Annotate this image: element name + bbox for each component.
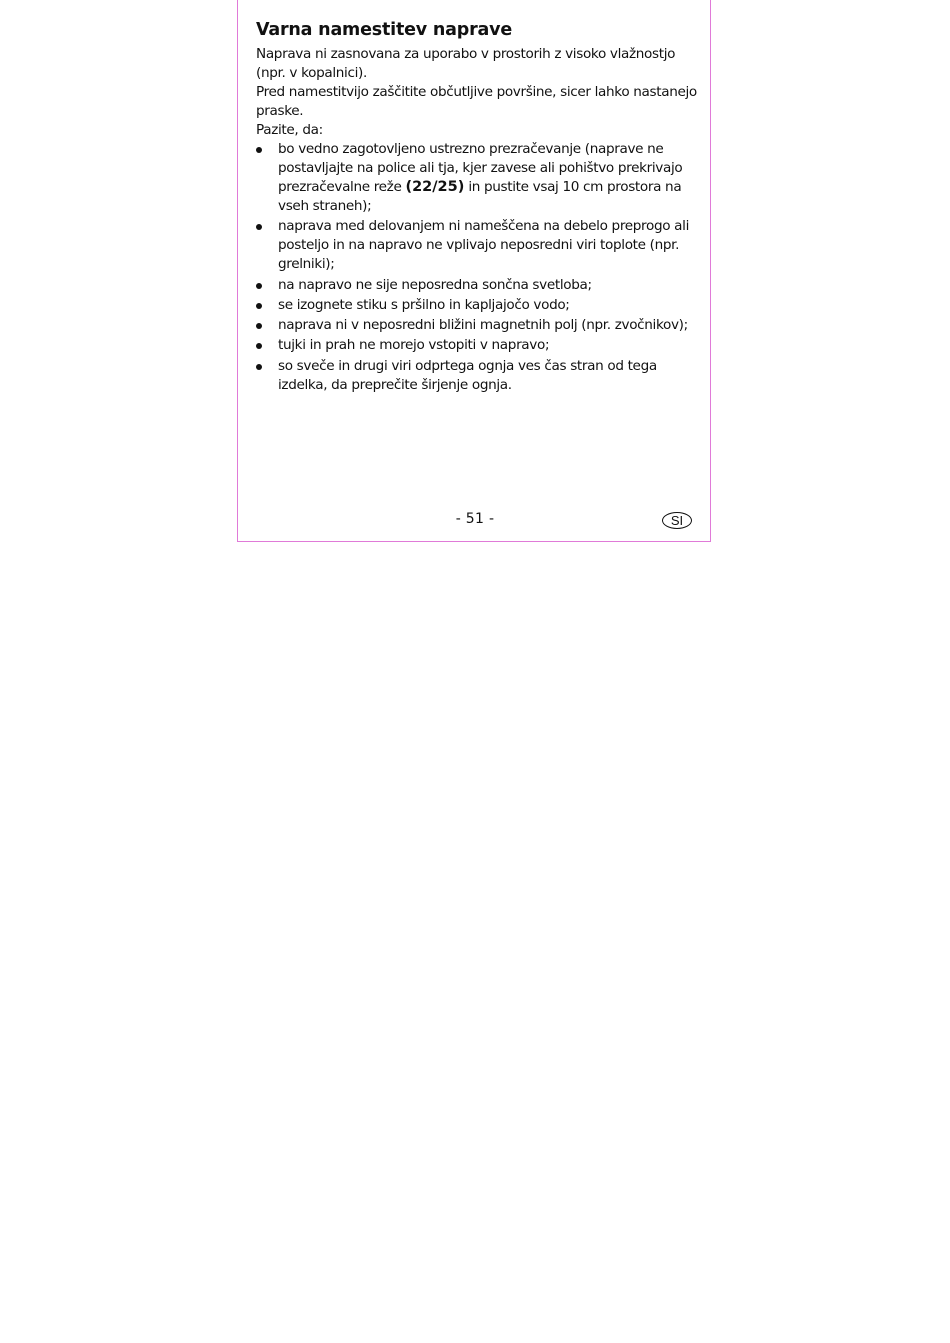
bullet-icon — [256, 224, 262, 230]
paragraph-surfaces: Pred namestitvijo zaščitite občutljive površine, sicer lahko nastanejo praske. — [256, 84, 697, 119]
paragraph-intro: Pazite, da: — [256, 122, 323, 138]
vent-reference: (22/25) — [405, 179, 465, 195]
bullet-list — [256, 140, 701, 395]
list-item — [256, 217, 701, 274]
bullet-text: tujki in prah ne morejo vstopiti v napravo; — [278, 337, 550, 354]
language-badge: SI — [662, 512, 692, 529]
paragraph-humidity: Naprava ni zasnovana za uporabo v prostorih z visoko vlažnostjo (npr. v kopalnici). — [256, 46, 676, 81]
bullet-text: naprava ni v neposredni bližini magnetnih polj (npr. zvočnikov); — [278, 317, 688, 334]
bullet-icon — [256, 323, 262, 329]
bullet-text-end: in pustite vsaj 10 cm prostora na vseh straneh); — [278, 179, 682, 214]
section-heading: Varna namestitev naprave — [256, 20, 512, 40]
bullet-icon — [256, 303, 262, 309]
list-item — [256, 296, 701, 315]
bullet-text-start: bo vedno zagotovljeno ustrezno prezračevanje (naprave ne postavljajte na police ali tja, kjer zavese ali pohištvo prekrivajo prezračevalne reže — [278, 141, 683, 195]
bullet-icon — [256, 147, 262, 153]
list-item — [256, 357, 701, 395]
list-item — [256, 316, 701, 335]
page-number: - 51 - — [455, 511, 495, 527]
bullet-icon — [256, 343, 262, 349]
bullet-icon — [256, 364, 262, 370]
bullet-text: naprava med delovanjem ni nameščena na debelo preprogo ali posteljo in na napravo ne vplivajo neposredni viri toplote (npr. grelniki); — [278, 218, 690, 273]
bullet-icon — [256, 283, 262, 289]
list-item — [256, 276, 701, 295]
list-item — [256, 140, 701, 216]
bullet-text: so sveče in drugi viri odprtega ognja ves čas stran od tega izdelka, da preprečite širjenje ognja. — [278, 357, 657, 393]
bullet-text: se izognete stiku s pršilno in kapljajočo vodo; — [278, 296, 570, 313]
bullet-text: na napravo ne sije neposredna sončna svetloba; — [278, 276, 592, 293]
list-item — [256, 336, 701, 355]
page-content — [256, 18, 701, 396]
